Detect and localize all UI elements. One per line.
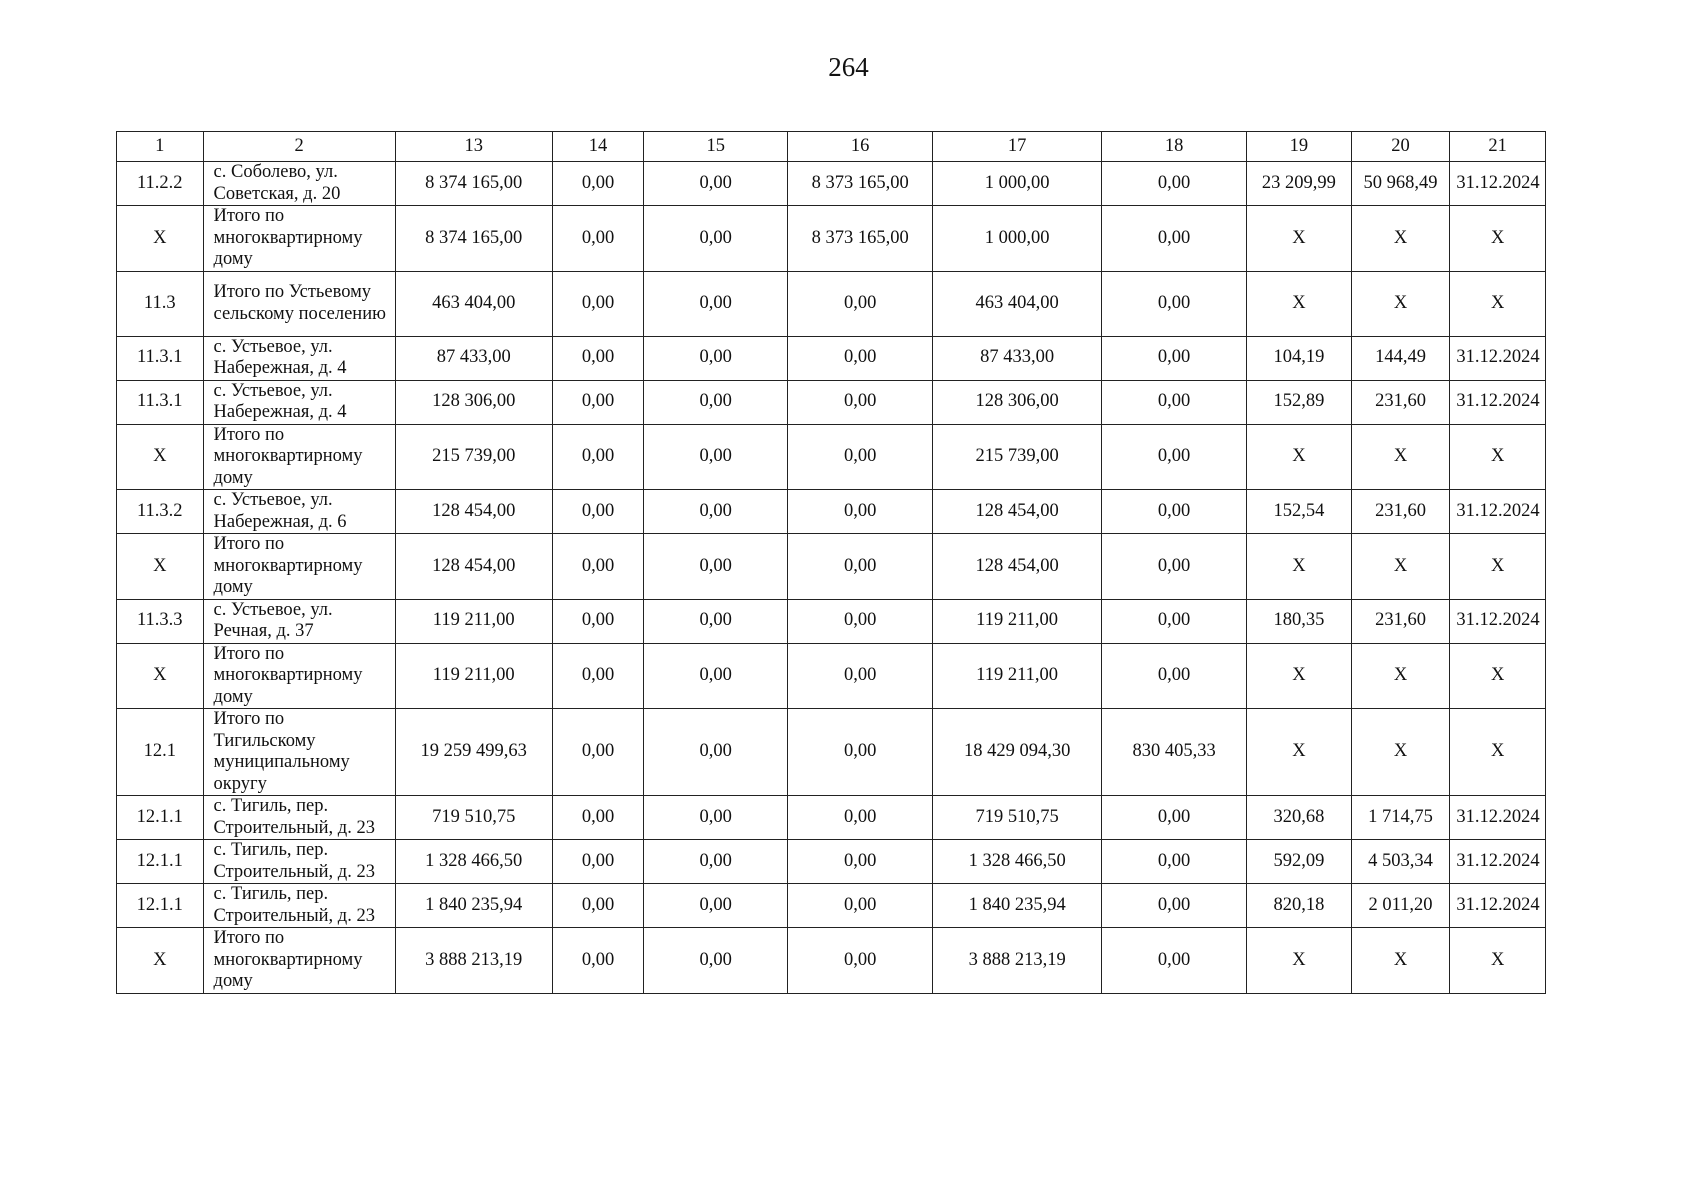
value-cell: 31.12.2024 <box>1450 162 1546 206</box>
value-cell: 1 840 235,94 <box>395 884 552 928</box>
value-cell: 0,00 <box>1102 336 1247 380</box>
value-cell: 128 454,00 <box>933 490 1102 534</box>
value-cell: 1 714,75 <box>1351 796 1450 840</box>
data-table <box>116 131 1546 994</box>
value-cell: 31.12.2024 <box>1450 840 1546 884</box>
address-cell: с. Устьевое, ул. Набережная, д. 4 <box>203 336 395 380</box>
value-cell: 0,00 <box>552 884 644 928</box>
address-cell: Итого по многоквартирному дому <box>203 928 395 994</box>
table-row <box>117 534 1546 600</box>
row-number-cell: 12.1.1 <box>117 840 204 884</box>
value-cell: 0,00 <box>644 709 788 796</box>
value-cell: 320,68 <box>1247 796 1352 840</box>
value-cell: 1 000,00 <box>933 206 1102 272</box>
row-number-cell: 11.3.2 <box>117 490 204 534</box>
address-cell: Итого по многоквартирному дому <box>203 534 395 600</box>
value-cell: 0,00 <box>788 709 933 796</box>
value-cell: 1 840 235,94 <box>933 884 1102 928</box>
value-cell: 152,89 <box>1247 380 1352 424</box>
value-cell: 144,49 <box>1351 336 1450 380</box>
column-header: 16 <box>788 132 933 162</box>
value-cell: 0,00 <box>788 796 933 840</box>
row-number-cell: 12.1.1 <box>117 796 204 840</box>
value-cell: 31.12.2024 <box>1450 336 1546 380</box>
table-row <box>117 884 1546 928</box>
value-cell: 0,00 <box>788 534 933 600</box>
value-cell: 0,00 <box>644 380 788 424</box>
value-cell: 0,00 <box>644 928 788 994</box>
value-cell: Х <box>1351 643 1450 709</box>
value-cell: Х <box>1450 928 1546 994</box>
value-cell: 8 373 165,00 <box>788 162 933 206</box>
value-cell: 119 211,00 <box>933 643 1102 709</box>
value-cell: 0,00 <box>1102 490 1247 534</box>
table-row <box>117 424 1546 490</box>
value-cell: 0,00 <box>1102 796 1247 840</box>
value-cell: 231,60 <box>1351 599 1450 643</box>
value-cell: 0,00 <box>1102 380 1247 424</box>
value-cell: 1 328 466,50 <box>395 840 552 884</box>
value-cell: 0,00 <box>552 928 644 994</box>
value-cell: 128 454,00 <box>933 534 1102 600</box>
value-cell: 4 503,34 <box>1351 840 1450 884</box>
value-cell: Х <box>1247 643 1352 709</box>
row-number-cell: Х <box>117 424 204 490</box>
address-cell: Итого по Устьевому сельскому поселению <box>203 271 395 336</box>
value-cell: 0,00 <box>644 599 788 643</box>
row-number-cell: 12.1.1 <box>117 884 204 928</box>
value-cell: 231,60 <box>1351 490 1450 534</box>
value-cell: 0,00 <box>644 534 788 600</box>
row-number-cell: Х <box>117 928 204 994</box>
value-cell: 0,00 <box>552 206 644 272</box>
value-cell: 820,18 <box>1247 884 1352 928</box>
value-cell: 31.12.2024 <box>1450 884 1546 928</box>
value-cell: 0,00 <box>552 336 644 380</box>
value-cell: 719 510,75 <box>933 796 1102 840</box>
value-cell: 0,00 <box>788 271 933 336</box>
table-row <box>117 796 1546 840</box>
address-cell: Итого по многоквартирному дому <box>203 206 395 272</box>
value-cell: 463 404,00 <box>395 271 552 336</box>
value-cell: 19 259 499,63 <box>395 709 552 796</box>
value-cell: 8 374 165,00 <box>395 162 552 206</box>
value-cell: Х <box>1351 424 1450 490</box>
table-row <box>117 271 1546 336</box>
value-cell: 0,00 <box>788 928 933 994</box>
value-cell: 0,00 <box>552 643 644 709</box>
value-cell: 31.12.2024 <box>1450 796 1546 840</box>
value-cell: 128 306,00 <box>933 380 1102 424</box>
value-cell: 0,00 <box>644 884 788 928</box>
row-number-cell: 12.1 <box>117 709 204 796</box>
value-cell: 0,00 <box>552 380 644 424</box>
value-cell: 119 211,00 <box>933 599 1102 643</box>
table-row <box>117 928 1546 994</box>
value-cell: 0,00 <box>644 162 788 206</box>
table-row <box>117 840 1546 884</box>
row-number-cell: Х <box>117 206 204 272</box>
value-cell: 0,00 <box>788 884 933 928</box>
value-cell: 231,60 <box>1351 380 1450 424</box>
column-header: 13 <box>395 132 552 162</box>
value-cell: Х <box>1351 709 1450 796</box>
table-body <box>117 132 1546 994</box>
table-row <box>117 336 1546 380</box>
value-cell: 3 888 213,19 <box>395 928 552 994</box>
column-header: 19 <box>1247 132 1352 162</box>
column-header: 2 <box>203 132 395 162</box>
value-cell: 0,00 <box>644 271 788 336</box>
value-cell: 8 373 165,00 <box>788 206 933 272</box>
value-cell: Х <box>1247 709 1352 796</box>
value-cell: 0,00 <box>1102 884 1247 928</box>
table-row <box>117 380 1546 424</box>
value-cell: 0,00 <box>788 599 933 643</box>
page-number: 264 <box>828 52 869 82</box>
value-cell: 0,00 <box>788 643 933 709</box>
value-cell: 180,35 <box>1247 599 1352 643</box>
column-header: 15 <box>644 132 788 162</box>
value-cell: 215 739,00 <box>933 424 1102 490</box>
value-cell: 0,00 <box>552 840 644 884</box>
value-cell: 87 433,00 <box>395 336 552 380</box>
value-cell: 0,00 <box>552 424 644 490</box>
value-cell: 8 374 165,00 <box>395 206 552 272</box>
row-number-cell: Х <box>117 534 204 600</box>
value-cell: 463 404,00 <box>933 271 1102 336</box>
value-cell: 3 888 213,19 <box>933 928 1102 994</box>
value-cell: 0,00 <box>1102 162 1247 206</box>
address-cell: с. Соболево, ул. Советская, д. 20 <box>203 162 395 206</box>
table-row <box>117 643 1546 709</box>
value-cell: Х <box>1450 643 1546 709</box>
column-header: 17 <box>933 132 1102 162</box>
value-cell: 152,54 <box>1247 490 1352 534</box>
value-cell: Х <box>1450 424 1546 490</box>
value-cell: 0,00 <box>644 490 788 534</box>
value-cell: 128 454,00 <box>395 490 552 534</box>
value-cell: 18 429 094,30 <box>933 709 1102 796</box>
value-cell: 719 510,75 <box>395 796 552 840</box>
value-cell: 0,00 <box>644 336 788 380</box>
value-cell: Х <box>1450 206 1546 272</box>
value-cell: 31.12.2024 <box>1450 380 1546 424</box>
value-cell: 0,00 <box>1102 271 1247 336</box>
value-cell: 0,00 <box>552 534 644 600</box>
row-number-cell: 11.3.1 <box>117 336 204 380</box>
value-cell: Х <box>1351 928 1450 994</box>
value-cell: 592,09 <box>1247 840 1352 884</box>
table-row <box>117 709 1546 796</box>
address-cell: с. Устьевое, ул. Набережная, д. 4 <box>203 380 395 424</box>
value-cell: Х <box>1351 206 1450 272</box>
value-cell: 0,00 <box>644 840 788 884</box>
value-cell: Х <box>1247 534 1352 600</box>
value-cell: 50 968,49 <box>1351 162 1450 206</box>
value-cell: 0,00 <box>552 599 644 643</box>
value-cell: 215 739,00 <box>395 424 552 490</box>
table-row <box>117 162 1546 206</box>
value-cell: 128 306,00 <box>395 380 552 424</box>
value-cell: 0,00 <box>644 424 788 490</box>
address-cell: с. Устьевое, ул. Набережная, д. 6 <box>203 490 395 534</box>
row-number-cell: 11.3.1 <box>117 380 204 424</box>
value-cell: 0,00 <box>1102 599 1247 643</box>
address-cell: с. Тигиль, пер. Строительный, д. 23 <box>203 840 395 884</box>
value-cell: 0,00 <box>1102 928 1247 994</box>
value-cell: 830 405,33 <box>1102 709 1247 796</box>
table-row <box>117 490 1546 534</box>
column-header: 18 <box>1102 132 1247 162</box>
value-cell: 31.12.2024 <box>1450 599 1546 643</box>
value-cell: 0,00 <box>644 206 788 272</box>
value-cell: 0,00 <box>552 709 644 796</box>
value-cell: 0,00 <box>788 336 933 380</box>
value-cell: 0,00 <box>1102 534 1247 600</box>
value-cell: 119 211,00 <box>395 643 552 709</box>
header-row <box>117 132 1546 162</box>
value-cell: Х <box>1450 534 1546 600</box>
value-cell: 23 209,99 <box>1247 162 1352 206</box>
value-cell: 0,00 <box>1102 643 1247 709</box>
value-cell: Х <box>1247 206 1352 272</box>
value-cell: Х <box>1247 928 1352 994</box>
value-cell: 0,00 <box>644 796 788 840</box>
value-cell: 0,00 <box>1102 840 1247 884</box>
address-cell: с. Тигиль, пер. Строительный, д. 23 <box>203 884 395 928</box>
value-cell: 0,00 <box>1102 424 1247 490</box>
address-cell: Итого по Тигильскому муниципальному округу <box>203 709 395 796</box>
value-cell: 0,00 <box>552 271 644 336</box>
value-cell: 0,00 <box>788 380 933 424</box>
table-row <box>117 599 1546 643</box>
value-cell: 0,00 <box>644 643 788 709</box>
address-cell: Итого по многоквартирному дому <box>203 424 395 490</box>
address-cell: с. Устьевое, ул. Речная, д. 37 <box>203 599 395 643</box>
value-cell: 1 000,00 <box>933 162 1102 206</box>
column-header: 20 <box>1351 132 1450 162</box>
value-cell: 31.12.2024 <box>1450 490 1546 534</box>
value-cell: 1 328 466,50 <box>933 840 1102 884</box>
row-number-cell: 11.2.2 <box>117 162 204 206</box>
address-cell: Итого по многоквартирному дому <box>203 643 395 709</box>
value-cell: Х <box>1351 534 1450 600</box>
value-cell: Х <box>1450 271 1546 336</box>
value-cell: 0,00 <box>552 162 644 206</box>
value-cell: 0,00 <box>788 424 933 490</box>
column-header: 21 <box>1450 132 1546 162</box>
value-cell: 119 211,00 <box>395 599 552 643</box>
column-header: 14 <box>552 132 644 162</box>
value-cell: 0,00 <box>1102 206 1247 272</box>
table-row <box>117 206 1546 272</box>
row-number-cell: 11.3 <box>117 271 204 336</box>
value-cell: 128 454,00 <box>395 534 552 600</box>
value-cell: 104,19 <box>1247 336 1352 380</box>
value-cell: Х <box>1247 424 1352 490</box>
value-cell: 0,00 <box>788 840 933 884</box>
value-cell: 0,00 <box>788 490 933 534</box>
row-number-cell: Х <box>117 643 204 709</box>
value-cell: Х <box>1450 709 1546 796</box>
column-header: 1 <box>117 132 204 162</box>
value-cell: 87 433,00 <box>933 336 1102 380</box>
address-cell: с. Тигиль, пер. Строительный, д. 23 <box>203 796 395 840</box>
value-cell: 0,00 <box>552 490 644 534</box>
value-cell: Х <box>1351 271 1450 336</box>
value-cell: Х <box>1247 271 1352 336</box>
row-number-cell: 11.3.3 <box>117 599 204 643</box>
value-cell: 0,00 <box>552 796 644 840</box>
value-cell: 2 011,20 <box>1351 884 1450 928</box>
